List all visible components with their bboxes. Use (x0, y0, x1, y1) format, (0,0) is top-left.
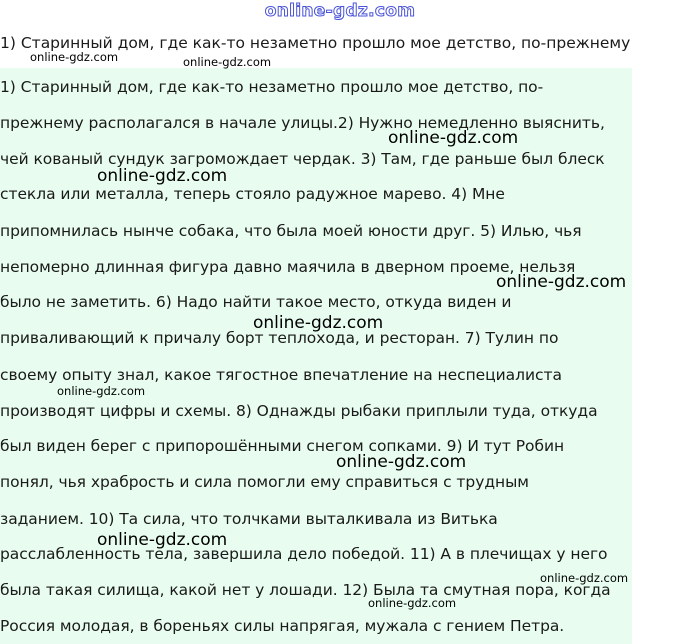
answer-line: 1) Старинный дом, где как-то незаметно прошло мое детство, по- (0, 78, 544, 96)
watermark: online-gdz.com (183, 55, 272, 69)
answer-line: стекла или металла, теперь стояло радужное марево. 4) Мне (0, 185, 505, 203)
answer-line: был виден берег с припорошёнными снегом сопками. 9) И тут Робин (0, 437, 565, 455)
watermark: online-gdz.com (97, 166, 228, 186)
watermark: online-gdz.com (368, 596, 457, 610)
answer-line: производят цифры и схемы. 8) Однажды рыбаки приплыли туда, откуда (0, 402, 598, 420)
watermark: online-gdz.com (253, 313, 384, 333)
watermark: online-gdz.com (97, 530, 228, 550)
answer-line: заданием. 10) Та сила, что толчками выталкивала из Витька (0, 510, 498, 528)
watermark: online-gdz.com (30, 50, 119, 64)
answer-line: непомерно длинная фигура давно маячила в дверном проеме, нельзя (0, 258, 576, 276)
answer-line: приваливающий к причалу борт теплохода, и ресторан. 7) Тулин по (0, 329, 559, 347)
answer-line: расслабленность тела, завершила дело победой. 11) А в плечищах у него (0, 545, 608, 563)
answer-block (0, 68, 632, 644)
answer-line: припомнилась нынче собака, что была моей юности друг. 5) Илью, чья (0, 222, 582, 240)
answer-line: понял, чья храбрость и сила помогли ему справиться с трудным (0, 473, 529, 491)
answer-line: чей кованый сундук загромождает чердак. 3) Там, где раньше был блеск (0, 150, 605, 168)
answer-line: прежнему располагался в начале улицы.2) Нужно немедленно выяснить, (0, 114, 605, 132)
watermark: online-gdz.com (496, 272, 627, 292)
answer-line: была такая силища, какой нет у лошади. 12) Была та смутная пора, когда (0, 581, 611, 599)
answer-line: Россия молодая, в бореньях силы напрягая, мужала с гением Петра. (0, 617, 565, 635)
exercise-intro-line: 1) Старинный дом, где как-то незаметно прошло мое детство, по-прежнему (0, 34, 631, 52)
watermark: online-gdz.com (388, 128, 519, 148)
watermark: online-gdz.com (336, 452, 467, 472)
answer-line: своему опыту знал, какое тягостное впечатление на неспециалиста (0, 366, 562, 384)
watermark: online-gdz.com (57, 384, 146, 398)
answer-line: было не заметить. 6) Надо найти такое место, откуда виден и (0, 293, 512, 311)
site-logo[interactable]: online-gdz.com (264, 1, 416, 21)
watermark: online-gdz.com (540, 571, 629, 585)
